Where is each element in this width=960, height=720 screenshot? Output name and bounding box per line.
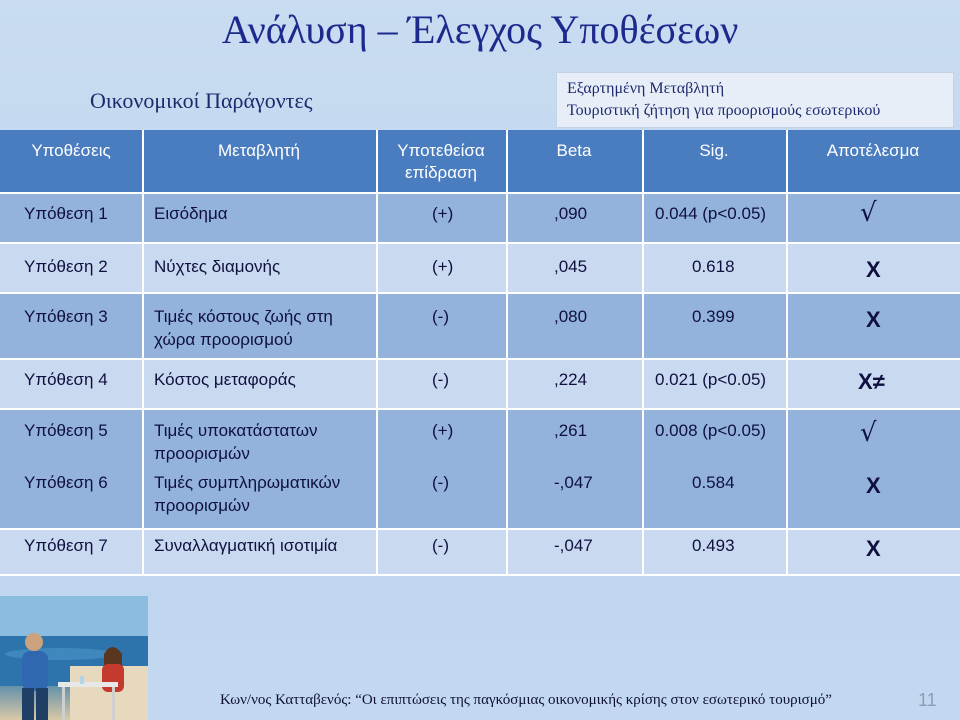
cross-icon: X [866,257,881,282]
cell-hypothesis: Υπόθεση 5 [24,421,108,440]
cell-sig: 0.584 [692,473,735,492]
header-effect-line1: Υποτεθείσα [397,141,485,160]
column-divider [376,130,378,574]
cell-variable-line2: προορισμών [154,496,250,515]
cell-variable-line1: Τιμές κόστους ζωής στη [154,307,333,326]
row-divider [0,292,960,294]
cell-variable: Συναλλαγματική ισοτιμία [154,536,338,555]
factors-label: Οικονομικοί Παράγοντες [90,88,313,113]
column-divider [142,130,144,574]
column-divider [506,130,508,574]
cross-icon: X [866,473,881,498]
cell-variable-line2: προορισμών [154,444,250,463]
decorative-photo [0,596,148,720]
cell-effect: (-) [432,536,449,555]
cell-hypothesis: Υπόθεση 1 [24,204,108,223]
row-divider [0,408,960,410]
cell-sig: 0.493 [692,536,735,555]
cell-effect: (+) [432,204,454,223]
column-divider [786,130,788,574]
header-beta: Beta [556,141,592,160]
cell-variable: Κόστος μεταφοράς [154,370,296,389]
cross-icon: X [866,307,881,332]
cell-effect: (+) [432,257,454,276]
dependent-heading: Εξαρτημένη Μεταβλητή [567,80,725,97]
row-divider [0,358,960,360]
cross-icon: X [866,536,881,561]
check-icon: √ [860,418,877,448]
seaside-cafe-illustration [0,596,148,720]
table-row [0,192,960,242]
cell-sig: 0.021 (p<0.05) [655,370,767,389]
dependent-value: Τουριστική ζήτηση για προορισμούς εσωτερικού [567,102,881,119]
table-row [0,242,960,292]
table-row [0,292,960,358]
cell-variable-line1: Τιμές συμπληρωματικών [154,473,341,492]
cell-beta: ,045 [554,257,588,276]
header-effect [376,140,506,184]
row-divider [0,192,960,194]
table-row [0,528,960,574]
header-sig: Sig. [699,141,729,160]
cell-hypothesis: Υπόθεση 3 [24,307,108,326]
cell-variable-line1: Τιμές υποκατάστατων [154,421,318,440]
cell-beta: ,261 [554,421,588,440]
cell-sig: 0.399 [692,307,735,326]
cell-hypothesis: Υπόθεση 4 [24,370,108,389]
cell-beta: ,080 [554,307,588,326]
dependent-variable-box [556,72,954,128]
cell-effect: (-) [432,370,449,389]
cell-beta: -,047 [554,536,593,555]
cell-effect: (-) [432,473,449,492]
cross-not-equal-icon: X≠ [858,369,885,394]
cell-variable: Νύχτες διαμονής [154,257,281,276]
column-divider [642,130,644,574]
slide-title: Ανάλυση – Έλεγχος Υποθέσεων [221,7,739,52]
header-result: Αποτέλεσμα [826,141,920,160]
cell-hypothesis: Υπόθεση 7 [24,536,108,555]
table-row [0,408,960,528]
cell-sig: 0.618 [692,257,735,276]
cell-hypothesis: Υπόθεση 2 [24,257,108,276]
footer-citation: Κων/νος Κατταβενός: “Οι επιπτώσεις της παγκόσμιας οικονομικής κρίσης στον εσωτερικό τουρισμό” [220,692,832,708]
header-variable: Μεταβλητή [218,141,300,160]
cell-beta: ,224 [554,370,588,389]
cell-beta: -,047 [554,473,593,492]
header-hypotheses: Υποθέσεις [31,141,111,160]
row-divider [0,528,960,530]
row-divider [0,242,960,244]
cell-hypothesis: Υπόθεση 6 [24,473,108,492]
cell-sig: 0.008 (p<0.05) [655,421,767,440]
header-effect-line2: επίδραση [405,163,477,182]
cell-effect: (+) [432,421,454,440]
row-divider [0,574,960,576]
cell-beta: ,090 [554,204,588,223]
page-number: 11 [918,690,937,710]
cell-sig: 0.044 (p<0.05) [655,204,767,223]
cell-effect: (-) [432,307,449,326]
cell-variable: Εισόδημα [154,204,228,223]
check-icon: √ [860,198,877,228]
table-row [0,358,960,408]
cell-variable-line2: χώρα προορισμού [154,330,293,349]
